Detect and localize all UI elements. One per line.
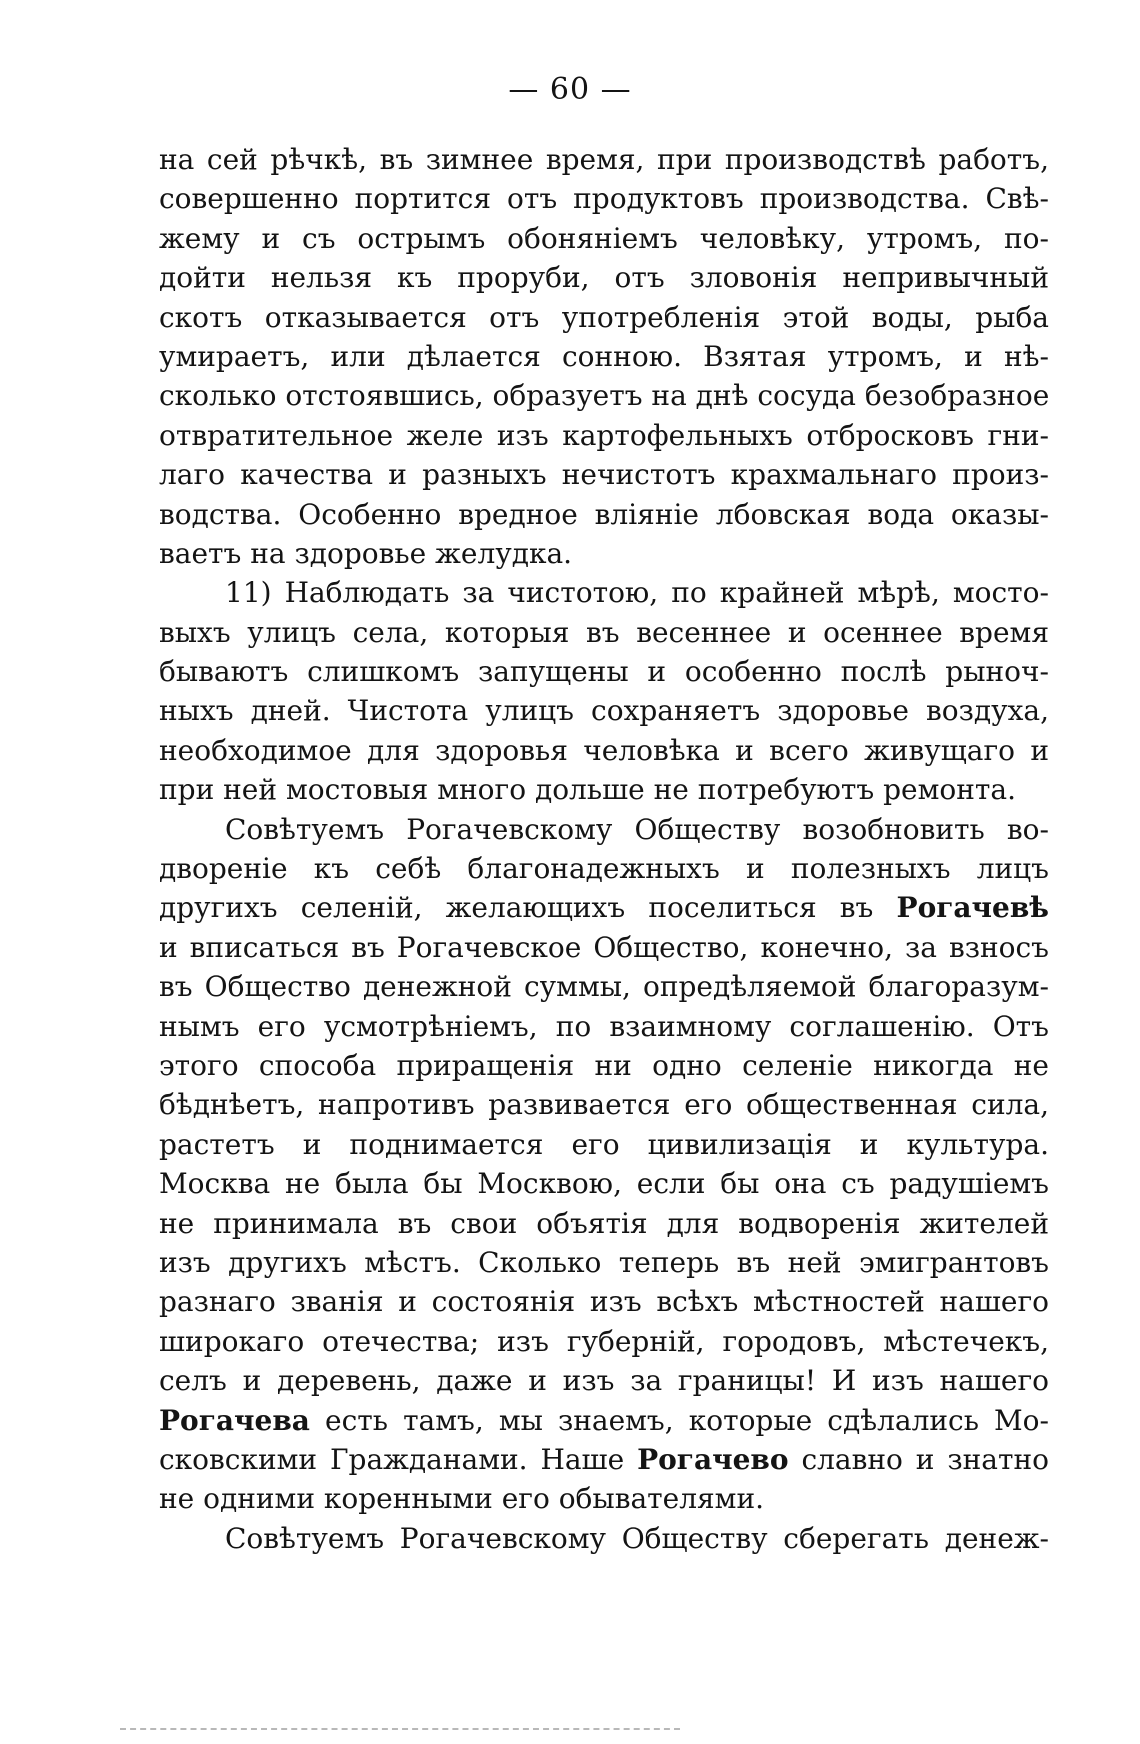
text-line: [159, 1440, 1049, 1479]
text-line: [159, 1361, 1049, 1400]
text-line: [159, 1085, 1049, 1124]
text-segment: отвратительное желе изъ картофельныхъ отбросковъ гни-: [159, 418, 1049, 452]
text-line: [159, 1243, 1049, 1282]
text-line: [159, 888, 1049, 927]
text-line: [159, 298, 1049, 337]
text-segment: сколько отстоявшись, образуетъ на днѣ сосуда безобразное: [159, 379, 1049, 413]
text-line: [159, 770, 1049, 809]
text-line: [159, 416, 1049, 455]
text-line: [159, 1046, 1049, 1085]
text-line: [159, 455, 1049, 494]
text-segment: на сей рѣчкѣ, въ зимнее время, при производствѣ работъ,: [159, 143, 1049, 176]
text-segment: ваетъ на здоровье желудка.: [159, 536, 573, 570]
text-segment: скотъ отказывается отъ употребленія этой воды, рыба: [159, 300, 1049, 334]
bold-place-name: Рогачево: [637, 1442, 789, 1476]
text-segment: ныхъ дней. Чистота улицъ сохраняетъ здоровье воздуха,: [159, 694, 1049, 728]
text-segment: растетъ и поднимается его цивилизація и культура.: [159, 1127, 1049, 1161]
text-segment: жему и съ острымъ обоняніемъ человѣку, утромъ, по-: [159, 221, 1049, 255]
text-segment: водства. Особенно вредное вліяніе лбовская вода оказы-: [159, 497, 1049, 531]
text-line: [159, 1401, 1049, 1440]
text-segment: двореніе къ себѣ благонадежныхъ и полезныхъ лицъ: [159, 852, 1049, 886]
text-segment: лаго качества и разныхъ нечистотъ крахмальнаго произ-: [159, 458, 1049, 492]
text-line: [159, 1125, 1049, 1164]
text-line: [159, 1519, 1049, 1558]
text-segment: широкаго отечества; изъ губерній, городовъ, мѣстечекъ,: [159, 1324, 1049, 1358]
text-line: [159, 1322, 1049, 1361]
text-line: [159, 495, 1049, 534]
text-line: [159, 1282, 1049, 1321]
text-segment: Совѣтуемъ Рогачевскому Обществу сберегать денеж-: [225, 1521, 1049, 1555]
text-line: [159, 337, 1049, 376]
text-segment: другихъ селеній, желающихъ поселиться въ: [159, 891, 897, 925]
text-line: [159, 967, 1049, 1006]
text-line: [159, 928, 1049, 967]
text-line: [159, 140, 1049, 179]
text-segment: необходимое для здоровья человѣка и всего живущаго и: [159, 733, 1049, 767]
text-line: [159, 1164, 1049, 1203]
text-segment: въ Общество денежной суммы, опредѣляемой благоразум-: [159, 970, 1049, 1004]
text-line: [159, 691, 1049, 730]
text-line: [159, 1479, 1049, 1518]
text-segment: умираетъ, или дѣлается сонною. Взятая утромъ, и нѣ-: [159, 339, 1049, 373]
text-line: [159, 652, 1049, 691]
text-segment: разнаго званія и состоянія изъ всѣхъ мѣстностей нашего: [159, 1285, 1049, 1319]
text-segment: 11) Наблюдать за чистотою, по крайней мѣрѣ, мосто-: [225, 576, 1049, 610]
scan-edge-mark: [120, 1728, 680, 1732]
text-line: [159, 219, 1049, 258]
text-segment: бѣднѣетъ, напротивъ развивается его общественная сила,: [159, 1088, 1049, 1122]
text-segment: не принимала въ свои объятія для водворенія жителей: [159, 1206, 1049, 1240]
text-line: [159, 573, 1049, 612]
text-segment: бываютъ слишкомъ запущены и особенно послѣ рыноч-: [159, 655, 1049, 689]
text-line: [159, 1204, 1049, 1243]
text-line: [159, 1007, 1049, 1046]
text-line: [159, 731, 1049, 770]
text-segment: этого способа приращенія ни одно селеніе никогда не: [159, 1048, 1049, 1082]
text-segment: Москва не была бы Москвою, если бы она съ радушіемъ: [159, 1167, 1049, 1201]
bold-place-name: Рогачевѣ: [896, 891, 1049, 925]
text-segment: совершенно портится отъ продуктовъ производства. Свѣ-: [159, 182, 1049, 216]
text-line: [159, 179, 1049, 218]
text-line: [159, 849, 1049, 888]
text-line: [159, 258, 1049, 297]
text-line: [159, 534, 1049, 573]
text-line: [159, 376, 1049, 415]
text-segment: Совѣтуемъ Рогачевскому Обществу возобновить во-: [225, 812, 1049, 846]
text-segment: славно и знатно: [788, 1442, 1049, 1476]
text-segment: нымъ его усмотрѣніемъ, по взаимному соглашенію. Отъ: [159, 1009, 1049, 1043]
text-segment: селъ и деревень, даже и изъ за границы! И изъ нашего: [159, 1364, 1049, 1398]
text-segment: дойти нельзя къ проруби, отъ зловонія непривычный: [159, 261, 1049, 295]
text-segment: и вписаться въ Рогачевское Общество, конечно, за взносъ: [159, 930, 1049, 964]
text-line: [159, 613, 1049, 652]
text-line: [159, 810, 1049, 849]
text-segment: при ней мостовыя много дольше не потребуютъ ремонта.: [159, 773, 1017, 807]
body-text: [159, 140, 1049, 1558]
bold-place-name: Рогачева: [159, 1403, 310, 1437]
text-segment: сковскими Гражданами. Наше: [159, 1442, 638, 1476]
text-segment: выхъ улицъ села, которыя въ весеннее и осеннее время: [159, 615, 1049, 649]
text-segment: изъ другихъ мѣстъ. Сколько теперь въ ней эмигрантовъ: [159, 1245, 1049, 1279]
text-segment: есть тамъ, мы знаемъ, которые сдѣлались Мо-: [309, 1403, 1049, 1437]
text-segment: не одними коренными его обывателями.: [159, 1482, 765, 1516]
page-number: — 60 —: [508, 72, 632, 107]
